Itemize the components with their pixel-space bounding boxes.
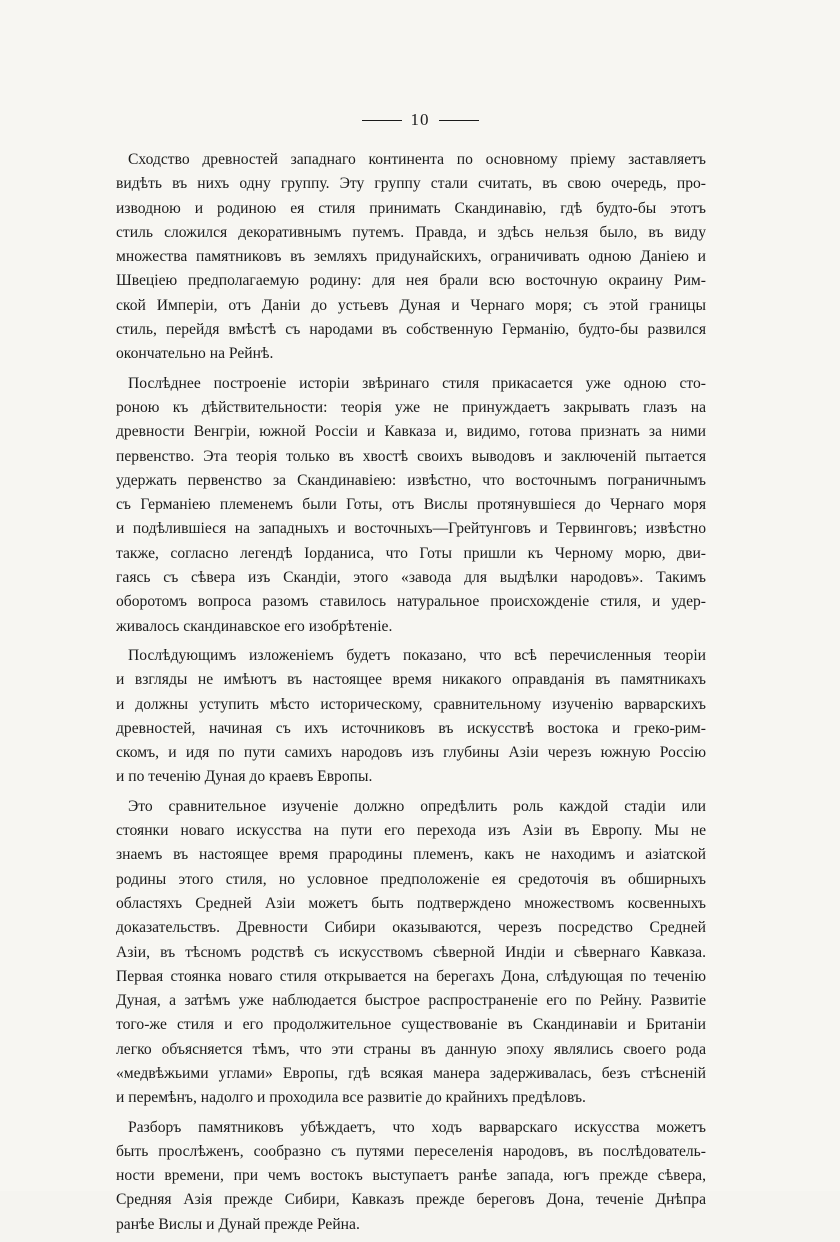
text-line: Сходство древностей западнаго континента по основному пріему заставляетъ <box>128 151 706 168</box>
text-line: Средняя Азія прежде Сибири, Кавказъ прежде береговъ Дона, теченіе Днѣпра <box>116 1191 706 1209</box>
header-rule-right <box>439 120 479 121</box>
text-line: доказательствъ. Древности Сибири оказываются, черезъ посредство Средней <box>116 919 706 937</box>
text-line: Это сравнительное изученіе должно опредѣлить роль каждой стадіи или <box>128 797 706 815</box>
text-line: стиль, перейдя вмѣстѣ съ народами въ собственную Германію, будто-бы развился <box>116 321 706 339</box>
page-header <box>0 108 840 132</box>
text-line: знаемъ въ настоящее время прародины племенъ, какъ не находимъ и азіатской <box>116 846 706 864</box>
paragraph-1 <box>116 148 706 367</box>
text-line: быть прослѣженъ, сообразно съ путями переселенія народовъ, въ послѣдователь- <box>116 1142 706 1160</box>
text-line: ской Имперіи, отъ Даніи до устьевъ Дуная и Чернаго моря; съ этой границы <box>116 296 706 314</box>
text-line: ранѣе Вислы и Дунай прежде Рейна. <box>116 1215 360 1233</box>
text-line: окончательно на Рейнѣ. <box>116 345 274 363</box>
text-line: древности Венгріи, южной Россіи и Кавказа и, видимо, готова признать за ними <box>116 423 706 441</box>
text-line: скомъ, и идя по пути самихъ народовъ изъ глубины Азіи черезъ южную Россію <box>116 744 706 762</box>
text-line: множества памятниковъ въ земляхъ придунайскихъ, ограничивать одною Даніею и <box>116 248 706 266</box>
text-line: Дуная, а затѣмъ уже наблюдается быстрое распространеніе его по Рейну. Развитіе <box>116 992 706 1010</box>
text-line: оборотомъ вопроса разомъ ставилось натуральное происхожденіе стиля, и удер- <box>116 593 706 611</box>
text-line: и взгляды не имѣютъ въ настоящее время никакого оправданія въ памятникахъ <box>116 671 706 689</box>
text-line: изводною и родиною ея стиля принимать Скандинавію, гдѣ будто-бы этотъ <box>116 199 706 217</box>
text-line: гаясь съ сѣвера изъ Скандіи, этого «завода для выдѣлки народовъ». Такимъ <box>116 569 706 587</box>
text-line: «медвѣжьими углами» Европы, гдѣ всякая манера задерживалась, безъ стѣсненій <box>116 1064 706 1082</box>
text-line: удержать первенство за Скандинавіею: извѣстно, что восточнымъ пограничнымъ <box>116 471 706 489</box>
text-line: и должны уступить мѣсто историческому, сравнительному изученію варварскихъ <box>116 695 706 713</box>
text-line: легко объясняется тѣмъ, что эти страны въ данную эпоху являлись своего рода <box>116 1040 706 1058</box>
text-line: стиль сложился декоративнымъ путемъ. Правда, и здѣсь нельзя было, въ виду <box>116 223 706 241</box>
paragraph-2 <box>116 372 706 639</box>
paragraph-4 <box>116 795 706 1111</box>
text-line: Первая стоянка новаго стиля открывается на берегахъ Дона, слѣдующая по теченію <box>116 967 706 985</box>
text-line: того-же стиля и его продолжительное существованіе въ Скандинавіи и Британіи <box>116 1016 706 1034</box>
text-line: древностей, начиная съ ихъ источниковъ въ искусствѣ востока и греко-рим- <box>116 719 706 737</box>
text-line: роною къ дѣйствительности: теорія уже не принуждаетъ закрывать глазъ на <box>116 398 706 416</box>
text-line: и по теченію Дуная до краевъ Европы. <box>116 768 373 786</box>
text-line: видѣть въ нихъ одну группу. Эту группу стали считать, въ свою очередь, про- <box>116 175 706 193</box>
page-number: 10 <box>410 110 430 129</box>
text-line: стоянки новаго искусства на пути его перехода изъ Азіи въ Европу. Мы не <box>116 822 706 840</box>
text-line: Азіи, въ тѣсномъ родствѣ съ искусствомъ сѣверной Индіи и сѣвернаго Кавказа. <box>116 943 706 961</box>
text-line: и перемѣнъ, надолго и проходила все развитіе до крайнихъ предѣловъ. <box>116 1089 586 1107</box>
paragraph-3 <box>116 644 706 790</box>
text-line: также, согласно легендѣ Іорданиса, что Готы пришли къ Черному морю, дви- <box>116 544 706 562</box>
text-line: Разборъ памятниковъ убѣждаетъ, что ходъ варварскаго искусства можетъ <box>128 1118 706 1136</box>
text-line: Послѣднее построеніе исторіи звѣринаго стиля прикасается уже одною сто- <box>128 374 706 392</box>
text-line: съ Германіею племенемъ были Готы, отъ Вислы протянувшіеся до Чернаго моря <box>116 496 706 514</box>
text-line: ности времени, при чемъ востокъ выступаетъ ранѣе запада, югъ прежде сѣвера, <box>116 1167 706 1185</box>
text-line: родины этого стиля, но условное предположеніе ея средоточія въ обширныхъ <box>116 870 706 888</box>
text-line: Швеціею предполагаемую родину: для нея брали всю восточную окраину Рим- <box>116 272 706 290</box>
body-text <box>116 148 706 1242</box>
header-rule-left <box>362 120 402 121</box>
text-line: и подѣлившіеся на западныхъ и восточныхъ—Грейтунговъ и Тервинговъ; извѣстно <box>116 520 706 538</box>
text-line: областяхъ Средней Азіи можетъ быть подтверждено множествомъ косвенныхъ <box>116 894 706 912</box>
text-line: живалось скандинавское его изобрѣтеніе. <box>116 617 393 635</box>
text-line: первенство. Эта теорія только въ хвостѣ своихъ выводовъ и заключеній пытается <box>116 447 706 465</box>
paragraph-5 <box>116 1116 706 1237</box>
text-line: Послѣдующимъ изложеніемъ будетъ показано, что всѣ перечисленныя теоріи <box>128 646 706 664</box>
